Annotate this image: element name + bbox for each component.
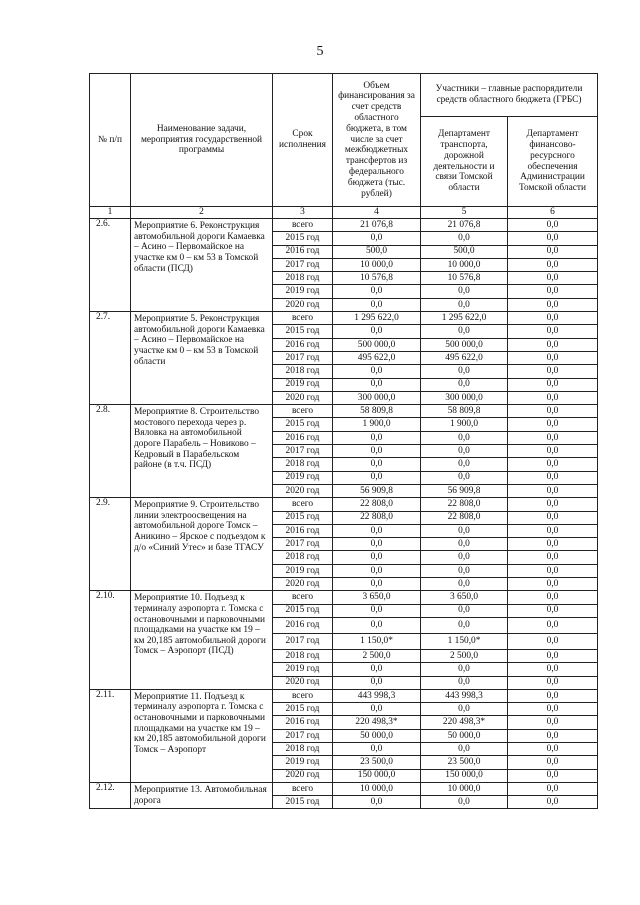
term-cell: 2016 год bbox=[273, 245, 333, 258]
term-cell: 2020 год bbox=[273, 578, 333, 591]
term-cell: всего bbox=[273, 312, 333, 325]
finance-cell: 0,0 bbox=[508, 445, 598, 458]
header-num: № п/п bbox=[90, 74, 131, 207]
volume-cell: 150 000,0 bbox=[333, 769, 421, 782]
finance-cell: 0,0 bbox=[508, 604, 598, 617]
column-number: 5 bbox=[421, 207, 508, 219]
finance-cell: 0,0 bbox=[508, 578, 598, 591]
volume-cell: 2 500,0 bbox=[333, 649, 421, 662]
finance-cell: 0,0 bbox=[508, 663, 598, 676]
finance-cell: 0,0 bbox=[508, 245, 598, 258]
volume-cell: 495 622,0 bbox=[333, 351, 421, 364]
item-number: 2.9. bbox=[90, 498, 131, 591]
table-body bbox=[90, 219, 598, 809]
term-cell: 2015 год bbox=[273, 418, 333, 431]
volume-cell: 443 998,3 bbox=[333, 689, 421, 702]
transport-cell: 0,0 bbox=[421, 378, 508, 391]
item-number: 2.12. bbox=[90, 782, 131, 809]
item-name: Мероприятие 5. Реконструкция автомобильной дороги Камаевка – Асино – Первомайское на участке км 0 – км 53 в Томской области bbox=[131, 312, 273, 405]
item-name: Мероприятие 11. Подъезд к терминалу аэропорта г. Томска с остановочными и парковочными площадками на участке км 19 – км 20,185 автомобильной дороги Томск – Аэропорт bbox=[131, 689, 273, 782]
finance-cell: 0,0 bbox=[508, 484, 598, 497]
volume-cell: 0,0 bbox=[333, 663, 421, 676]
table-row bbox=[90, 591, 598, 604]
term-cell: всего bbox=[273, 689, 333, 702]
volume-cell: 0,0 bbox=[333, 604, 421, 617]
transport-cell: 500,0 bbox=[421, 245, 508, 258]
finance-cell: 0,0 bbox=[508, 258, 598, 271]
term-cell: 2017 год bbox=[273, 538, 333, 551]
transport-cell: 0,0 bbox=[421, 458, 508, 471]
term-cell: 2020 год bbox=[273, 391, 333, 404]
transport-cell: 0,0 bbox=[421, 365, 508, 378]
item-name: Мероприятие 10. Подъезд к терминалу аэропорта г. Томска с остановочными и парковочными площадками на участке км 19 – км 20,185 автомобильной дороги Томск – Аэропорт (ПСД) bbox=[131, 591, 273, 689]
transport-cell: 50 000,0 bbox=[421, 729, 508, 742]
column-number: 3 bbox=[273, 207, 333, 219]
volume-cell: 22 808,0 bbox=[333, 511, 421, 524]
term-cell: 2015 год bbox=[273, 232, 333, 245]
term-cell: 2019 год bbox=[273, 756, 333, 769]
term-cell: 2015 год bbox=[273, 511, 333, 524]
term-cell: всего bbox=[273, 498, 333, 511]
volume-cell: 0,0 bbox=[333, 796, 421, 809]
finance-cell: 0,0 bbox=[508, 391, 598, 404]
term-cell: 2015 год bbox=[273, 604, 333, 617]
volume-cell: 500 000,0 bbox=[333, 338, 421, 351]
finance-cell: 0,0 bbox=[508, 756, 598, 769]
term-cell: 2017 год bbox=[273, 729, 333, 742]
transport-cell: 10 000,0 bbox=[421, 258, 508, 271]
volume-cell: 0,0 bbox=[333, 578, 421, 591]
finance-cell: 0,0 bbox=[508, 729, 598, 742]
term-cell: 2017 год bbox=[273, 258, 333, 271]
volume-cell: 0,0 bbox=[333, 524, 421, 537]
finance-cell: 0,0 bbox=[508, 782, 598, 795]
transport-cell: 500 000,0 bbox=[421, 338, 508, 351]
column-number: 6 bbox=[508, 207, 598, 219]
finance-cell: 0,0 bbox=[508, 716, 598, 729]
item-number: 2.6. bbox=[90, 219, 131, 312]
volume-cell: 50 000,0 bbox=[333, 729, 421, 742]
volume-cell: 0,0 bbox=[333, 298, 421, 311]
finance-cell: 0,0 bbox=[508, 405, 598, 418]
finance-cell: 0,0 bbox=[508, 365, 598, 378]
transport-cell: 56 909,8 bbox=[421, 484, 508, 497]
transport-cell: 22 808,0 bbox=[421, 511, 508, 524]
item-name: Мероприятие 9. Строительство линии электроосвещения на автомобильной дороге Томск – Аникино – Ярское с подъездом к д/о «Синий Утес» и базе ТГАСУ bbox=[131, 498, 273, 591]
finance-cell: 0,0 bbox=[508, 458, 598, 471]
table-row bbox=[90, 312, 598, 325]
volume-cell: 1 150,0* bbox=[333, 633, 421, 649]
volume-cell: 10 000,0 bbox=[333, 782, 421, 795]
transport-cell: 0,0 bbox=[421, 538, 508, 551]
volume-cell: 0,0 bbox=[333, 703, 421, 716]
term-cell: 2018 год bbox=[273, 365, 333, 378]
term-cell: 2019 год bbox=[273, 663, 333, 676]
transport-cell: 300 000,0 bbox=[421, 391, 508, 404]
finance-cell: 0,0 bbox=[508, 591, 598, 604]
volume-cell: 0,0 bbox=[333, 285, 421, 298]
volume-cell: 0,0 bbox=[333, 325, 421, 338]
transport-cell: 10 576,8 bbox=[421, 272, 508, 285]
finance-cell: 0,0 bbox=[508, 703, 598, 716]
finance-cell: 0,0 bbox=[508, 431, 598, 444]
volume-cell: 58 809,8 bbox=[333, 405, 421, 418]
finance-cell: 0,0 bbox=[508, 312, 598, 325]
volume-cell: 0,0 bbox=[333, 551, 421, 564]
volume-cell: 0,0 bbox=[333, 458, 421, 471]
finance-cell: 0,0 bbox=[508, 742, 598, 755]
volume-cell: 1 900,0 bbox=[333, 418, 421, 431]
transport-cell: 0,0 bbox=[421, 796, 508, 809]
term-cell: 2016 год bbox=[273, 524, 333, 537]
term-cell: 2015 год bbox=[273, 325, 333, 338]
term-cell: 2015 год bbox=[273, 703, 333, 716]
volume-cell: 0,0 bbox=[333, 617, 421, 633]
term-cell: 2019 год bbox=[273, 564, 333, 577]
finance-cell: 0,0 bbox=[508, 524, 598, 537]
transport-cell: 0,0 bbox=[421, 471, 508, 484]
transport-cell: 0,0 bbox=[421, 676, 508, 689]
term-cell: всего bbox=[273, 782, 333, 795]
term-cell: 2019 год bbox=[273, 378, 333, 391]
finance-cell: 0,0 bbox=[508, 769, 598, 782]
transport-cell: 22 808,0 bbox=[421, 498, 508, 511]
term-cell: 2018 год bbox=[273, 649, 333, 662]
transport-cell: 0,0 bbox=[421, 703, 508, 716]
term-cell: 2020 год bbox=[273, 676, 333, 689]
volume-cell: 3 650,0 bbox=[333, 591, 421, 604]
finance-cell: 0,0 bbox=[508, 272, 598, 285]
transport-cell: 0,0 bbox=[421, 742, 508, 755]
term-cell: 2018 год bbox=[273, 742, 333, 755]
header-volume: Объем финансирования за счет средств областного бюджета, в том числе за счет межбюджетных трансфертов из федерального бюджета (тыс. рублей) bbox=[333, 74, 421, 207]
finance-cell: 0,0 bbox=[508, 232, 598, 245]
volume-cell: 0,0 bbox=[333, 445, 421, 458]
transport-cell: 150 000,0 bbox=[421, 769, 508, 782]
finance-cell: 0,0 bbox=[508, 418, 598, 431]
transport-cell: 0,0 bbox=[421, 232, 508, 245]
transport-cell: 0,0 bbox=[421, 431, 508, 444]
column-number: 2 bbox=[131, 207, 273, 219]
finance-cell: 0,0 bbox=[508, 689, 598, 702]
finance-cell: 0,0 bbox=[508, 219, 598, 232]
transport-cell: 10 000,0 bbox=[421, 782, 508, 795]
term-cell: 2020 год bbox=[273, 298, 333, 311]
transport-cell: 0,0 bbox=[421, 617, 508, 633]
term-cell: всего bbox=[273, 405, 333, 418]
term-cell: 2018 год bbox=[273, 272, 333, 285]
volume-cell: 1 295 622,0 bbox=[333, 312, 421, 325]
volume-cell: 10 000,0 bbox=[333, 258, 421, 271]
volume-cell: 21 076,8 bbox=[333, 219, 421, 232]
volume-cell: 0,0 bbox=[333, 431, 421, 444]
transport-cell: 443 998,3 bbox=[421, 689, 508, 702]
transport-cell: 0,0 bbox=[421, 564, 508, 577]
finance-cell: 0,0 bbox=[508, 551, 598, 564]
term-cell: 2015 год bbox=[273, 796, 333, 809]
volume-cell: 0,0 bbox=[333, 365, 421, 378]
transport-cell: 23 500,0 bbox=[421, 756, 508, 769]
item-name: Мероприятие 8. Строительство мостового перехода через р. Вяловка на автомобильной дороге Парабель – Новиково – Кедровый в Парабельском районе (в т.ч. ПСД) bbox=[131, 405, 273, 498]
table-row bbox=[90, 405, 598, 418]
item-name: Мероприятие 6. Реконструкция автомобильной дороги Камаевка – Асино – Первомайское на участке км 0 – км 53 в Томской области (ПСД) bbox=[131, 219, 273, 312]
finance-cell: 0,0 bbox=[508, 617, 598, 633]
header-term: Срок исполнения bbox=[273, 74, 333, 207]
column-number: 1 bbox=[90, 207, 131, 219]
finance-cell: 0,0 bbox=[508, 285, 598, 298]
term-cell: 2019 год bbox=[273, 285, 333, 298]
term-cell: 2017 год bbox=[273, 633, 333, 649]
header-dept-transport: Департамент транспорта, дорожной деятельности и связи Томской области bbox=[421, 117, 508, 207]
volume-cell: 0,0 bbox=[333, 676, 421, 689]
table-row bbox=[90, 498, 598, 511]
term-cell: 2018 год bbox=[273, 551, 333, 564]
term-cell: 2020 год bbox=[273, 769, 333, 782]
transport-cell: 0,0 bbox=[421, 298, 508, 311]
finance-cell: 0,0 bbox=[508, 298, 598, 311]
term-cell: 2020 год bbox=[273, 484, 333, 497]
financing-table bbox=[89, 73, 598, 809]
volume-cell: 0,0 bbox=[333, 564, 421, 577]
finance-cell: 0,0 bbox=[508, 538, 598, 551]
transport-cell: 1 295 622,0 bbox=[421, 312, 508, 325]
transport-cell: 0,0 bbox=[421, 578, 508, 591]
finance-cell: 0,0 bbox=[508, 351, 598, 364]
volume-cell: 0,0 bbox=[333, 232, 421, 245]
item-number: 2.8. bbox=[90, 405, 131, 498]
volume-cell: 23 500,0 bbox=[333, 756, 421, 769]
transport-cell: 58 809,8 bbox=[421, 405, 508, 418]
transport-cell: 0,0 bbox=[421, 285, 508, 298]
transport-cell: 0,0 bbox=[421, 663, 508, 676]
table-row bbox=[90, 219, 598, 232]
volume-cell: 10 576,8 bbox=[333, 272, 421, 285]
transport-cell: 0,0 bbox=[421, 604, 508, 617]
transport-cell: 0,0 bbox=[421, 524, 508, 537]
item-number: 2.7. bbox=[90, 312, 131, 405]
transport-cell: 2 500,0 bbox=[421, 649, 508, 662]
volume-cell: 22 808,0 bbox=[333, 498, 421, 511]
volume-cell: 0,0 bbox=[333, 471, 421, 484]
finance-cell: 0,0 bbox=[508, 378, 598, 391]
item-number: 2.11. bbox=[90, 689, 131, 782]
volume-cell: 0,0 bbox=[333, 538, 421, 551]
term-cell: 2017 год bbox=[273, 351, 333, 364]
transport-cell: 220 498,3* bbox=[421, 716, 508, 729]
term-cell: 2016 год bbox=[273, 716, 333, 729]
transport-cell: 0,0 bbox=[421, 551, 508, 564]
volume-cell: 500,0 bbox=[333, 245, 421, 258]
finance-cell: 0,0 bbox=[508, 649, 598, 662]
term-cell: 2019 год bbox=[273, 471, 333, 484]
volume-cell: 220 498,3* bbox=[333, 716, 421, 729]
table-row bbox=[90, 782, 598, 795]
finance-cell: 0,0 bbox=[508, 338, 598, 351]
item-name: Мероприятие 13. Автомобильная дорога bbox=[131, 782, 273, 809]
transport-cell: 1 150,0* bbox=[421, 633, 508, 649]
finance-cell: 0,0 bbox=[508, 633, 598, 649]
finance-cell: 0,0 bbox=[508, 796, 598, 809]
column-number: 4 bbox=[333, 207, 421, 219]
volume-cell: 300 000,0 bbox=[333, 391, 421, 404]
transport-cell: 1 900,0 bbox=[421, 418, 508, 431]
finance-cell: 0,0 bbox=[508, 564, 598, 577]
header-participants: Участники – главные распорядители средств областного бюджета (ГРБС) bbox=[421, 74, 598, 117]
finance-cell: 0,0 bbox=[508, 471, 598, 484]
finance-cell: 0,0 bbox=[508, 498, 598, 511]
volume-cell: 0,0 bbox=[333, 378, 421, 391]
transport-cell: 0,0 bbox=[421, 445, 508, 458]
finance-cell: 0,0 bbox=[508, 511, 598, 524]
transport-cell: 21 076,8 bbox=[421, 219, 508, 232]
header-dept-finance: Департамент финансово-ресурсного обеспечения Администрации Томской области bbox=[508, 117, 598, 207]
finance-cell: 0,0 bbox=[508, 325, 598, 338]
volume-cell: 56 909,8 bbox=[333, 484, 421, 497]
term-cell: 2018 год bbox=[273, 458, 333, 471]
table-row bbox=[90, 689, 598, 702]
term-cell: всего bbox=[273, 591, 333, 604]
transport-cell: 0,0 bbox=[421, 325, 508, 338]
term-cell: 2016 год bbox=[273, 617, 333, 633]
header-name: Наименование задачи, мероприятия государственной программы bbox=[131, 74, 273, 207]
page-number: 5 bbox=[316, 44, 324, 59]
term-cell: 2016 год bbox=[273, 338, 333, 351]
finance-cell: 0,0 bbox=[508, 676, 598, 689]
term-cell: 2017 год bbox=[273, 445, 333, 458]
volume-cell: 0,0 bbox=[333, 742, 421, 755]
term-cell: 2016 год bbox=[273, 431, 333, 444]
term-cell: всего bbox=[273, 219, 333, 232]
transport-cell: 3 650,0 bbox=[421, 591, 508, 604]
transport-cell: 495 622,0 bbox=[421, 351, 508, 364]
item-number: 2.10. bbox=[90, 591, 131, 689]
